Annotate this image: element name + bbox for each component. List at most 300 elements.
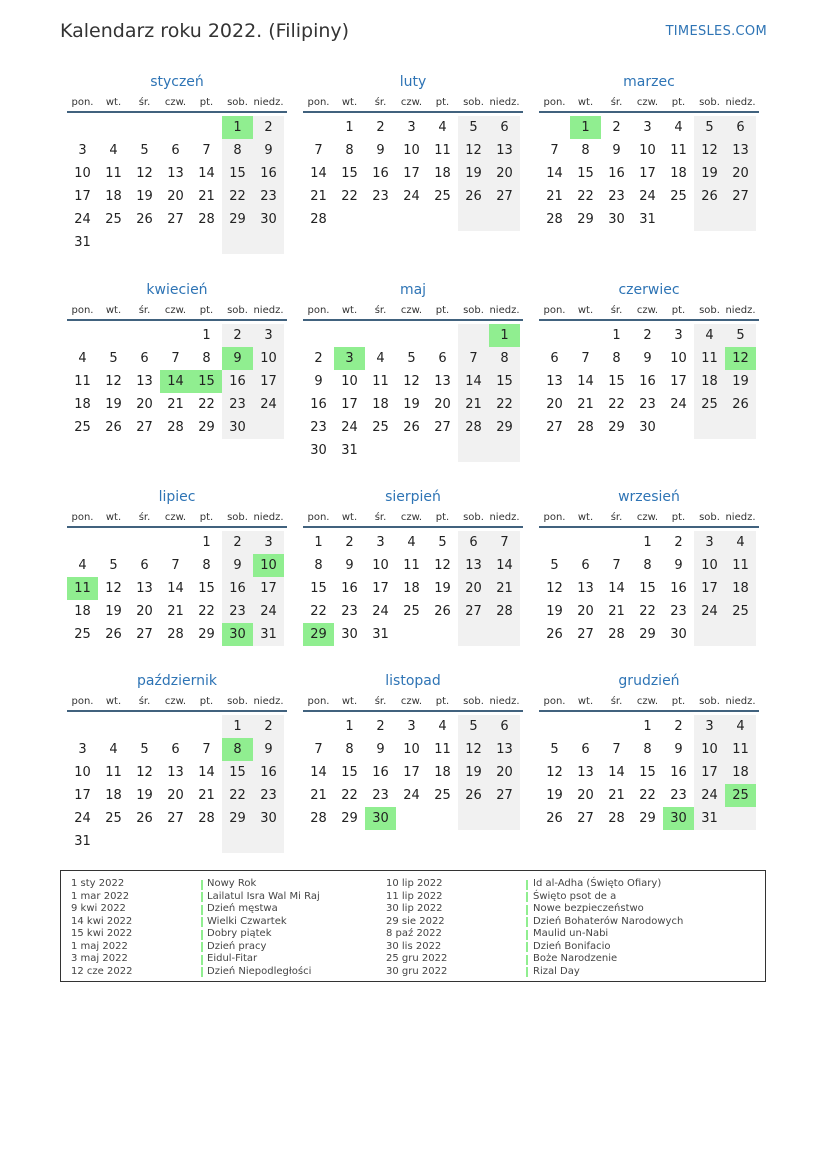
holiday-date: 1 mar 2022	[71, 890, 130, 902]
day-cell: 18	[670, 166, 687, 181]
weekday-header	[303, 95, 523, 113]
weekday-header	[303, 694, 523, 712]
weekday-label: czw.	[636, 97, 659, 108]
day-cell: 15	[310, 581, 327, 596]
empty-day-cell	[539, 324, 570, 347]
empty-day-cell	[98, 830, 129, 853]
day-cell: 20	[577, 788, 594, 803]
empty-day-cell	[694, 416, 725, 439]
day-cell: 22	[341, 788, 358, 803]
holiday-day-cell: 15	[191, 370, 222, 393]
day-cell: 25	[434, 189, 451, 204]
day-cell: 22	[639, 604, 656, 619]
day-cell: 25	[74, 627, 91, 642]
day-cell: 6	[489, 116, 520, 139]
weekday-label: niedz.	[489, 97, 520, 108]
day-cell: 10	[694, 738, 725, 761]
day-cell: 28	[167, 627, 184, 642]
holiday-marker	[526, 917, 528, 927]
day-cell: 23	[253, 784, 284, 807]
day-cell: 6	[725, 116, 756, 139]
day-cell: 20	[725, 162, 756, 185]
holiday-date: 1 sty 2022	[71, 878, 125, 889]
day-cell: 13	[577, 765, 594, 780]
day-cell: 14	[167, 581, 184, 596]
empty-day-cell	[694, 623, 725, 646]
day-cell: 24	[372, 604, 389, 619]
empty-day-cell	[365, 324, 396, 347]
day-cell: 28	[608, 627, 625, 642]
day-cell: 17	[403, 166, 420, 181]
month-4	[67, 280, 287, 439]
holiday-name: Wielki Czwartek	[207, 915, 287, 927]
day-cell: 7	[202, 143, 211, 158]
day-cell: 19	[546, 604, 563, 619]
empty-day-cell	[334, 324, 365, 347]
day-cell: 16	[253, 761, 284, 784]
day-cell: 19	[105, 397, 122, 412]
weekday-label: śr.	[138, 305, 151, 316]
empty-day-cell	[725, 623, 756, 646]
empty-day-cell	[601, 531, 632, 554]
holiday-day-cell: 1	[489, 324, 520, 347]
holiday-name: Id al-Adha (Święto Ofiary)	[533, 878, 662, 889]
day-cell: 14	[608, 765, 625, 780]
empty-day-cell	[396, 439, 427, 462]
day-cell: 21	[458, 393, 489, 416]
day-cell: 25	[670, 189, 687, 204]
day-cell: 11	[725, 738, 756, 761]
day-cell: 1	[643, 719, 652, 734]
day-cell: 4	[109, 742, 118, 757]
day-cell: 7	[314, 742, 323, 757]
empty-day-cell	[365, 439, 396, 462]
weekday-label: czw.	[164, 97, 187, 108]
day-cell: 30	[639, 420, 656, 435]
day-cell: 23	[222, 600, 253, 623]
day-cell: 14	[198, 765, 215, 780]
holiday-marker	[201, 880, 203, 890]
day-cell: 9	[253, 139, 284, 162]
day-cell: 17	[694, 577, 725, 600]
day-cell: 15	[608, 374, 625, 389]
holiday-date: 29 sie 2022	[386, 915, 445, 927]
empty-day-cell	[98, 231, 129, 254]
day-cell: 11	[74, 374, 91, 389]
holiday-day-cell: 12	[725, 347, 756, 370]
day-cell: 26	[105, 420, 122, 435]
day-cell: 20	[489, 162, 520, 185]
weekday-label: sob.	[699, 305, 720, 316]
weekday-label: sob.	[463, 305, 484, 316]
day-cell: 7	[612, 742, 621, 757]
day-cell: 2	[222, 324, 253, 347]
weekday-label: pon.	[543, 305, 566, 316]
day-cell: 13	[458, 554, 489, 577]
weekday-header	[539, 303, 759, 321]
day-cell: 5	[407, 351, 416, 366]
day-cell: 23	[253, 185, 284, 208]
day-cell: 27	[489, 185, 520, 208]
empty-day-cell	[160, 116, 191, 139]
day-cell: 22	[608, 397, 625, 412]
weekday-label: niedz.	[489, 696, 520, 707]
day-cell: 20	[577, 604, 594, 619]
weekday-label: pt.	[435, 696, 450, 707]
empty-day-cell	[98, 531, 129, 554]
weekday-label: śr.	[610, 305, 623, 316]
day-cell: 12	[403, 374, 420, 389]
empty-day-cell	[129, 324, 160, 347]
weekday-label: wt.	[105, 512, 122, 523]
day-cell: 28	[310, 811, 327, 826]
month-name: listopad	[385, 673, 441, 689]
empty-day-cell	[601, 715, 632, 738]
day-cell: 14	[608, 581, 625, 596]
day-cell: 8	[643, 558, 652, 573]
day-cell: 26	[105, 627, 122, 642]
day-cell: 22	[222, 784, 253, 807]
month-name: lipiec	[158, 489, 196, 505]
empty-day-cell	[303, 715, 334, 738]
day-cell: 19	[725, 370, 756, 393]
day-cell: 17	[639, 166, 656, 181]
weekday-label: sob.	[463, 512, 484, 523]
day-cell: 5	[140, 143, 149, 158]
day-cell: 23	[372, 189, 389, 204]
empty-day-cell	[539, 715, 570, 738]
day-cell: 4	[725, 531, 756, 554]
empty-day-cell	[98, 116, 129, 139]
days-grid	[303, 116, 523, 231]
day-cell: 12	[136, 765, 153, 780]
day-cell: 16	[639, 374, 656, 389]
weekday-label: pt.	[671, 97, 686, 108]
day-cell: 29	[198, 627, 215, 642]
day-cell: 18	[105, 788, 122, 803]
weekday-label: pt.	[199, 512, 214, 523]
day-cell: 2	[376, 120, 385, 135]
site-link[interactable]: TIMESLES.COM	[665, 24, 767, 39]
empty-day-cell	[129, 231, 160, 254]
days-grid	[67, 531, 287, 646]
holiday-name: Boże Narodzenie	[533, 953, 618, 964]
day-cell: 13	[136, 374, 153, 389]
day-cell: 14	[310, 765, 327, 780]
holiday-day-cell: 9	[222, 347, 253, 370]
day-cell: 24	[694, 600, 725, 623]
day-cell: 29	[577, 212, 594, 227]
holiday-date: 15 kwi 2022	[71, 928, 133, 939]
empty-day-cell	[725, 807, 756, 830]
day-cell: 1	[345, 120, 354, 135]
empty-day-cell	[129, 830, 160, 853]
day-cell: 21	[608, 788, 625, 803]
month-11	[303, 671, 523, 830]
weekday-label: sob.	[227, 512, 248, 523]
empty-day-cell	[303, 116, 334, 139]
day-cell: 22	[198, 397, 215, 412]
day-cell: 28	[310, 212, 327, 227]
weekday-header	[67, 510, 287, 528]
day-cell: 14	[458, 370, 489, 393]
empty-day-cell	[427, 208, 458, 231]
day-cell: 22	[222, 185, 253, 208]
day-cell: 13	[725, 139, 756, 162]
day-cell: 6	[438, 351, 447, 366]
day-cell: 5	[109, 351, 118, 366]
day-cell: 13	[434, 374, 451, 389]
holiday-name: Nowe bezpieczeństwo	[533, 903, 644, 914]
holiday-name: Dzień Niepodległości	[207, 965, 312, 977]
weekday-label: niedz.	[725, 512, 756, 523]
weekday-label: czw.	[164, 696, 187, 707]
weekday-label: sob.	[699, 97, 720, 108]
day-cell: 16	[222, 577, 253, 600]
holiday-date: 12 cze 2022	[71, 965, 133, 977]
day-cell: 20	[434, 397, 451, 412]
weekday-header	[67, 303, 287, 321]
holiday-date: 9 kwi 2022	[71, 903, 126, 914]
day-cell: 23	[222, 393, 253, 416]
weekday-header	[303, 303, 523, 321]
day-cell: 9	[253, 738, 284, 761]
day-cell: 25	[74, 420, 91, 435]
day-cell: 28	[546, 212, 563, 227]
day-cell: 18	[434, 166, 451, 181]
day-cell: 26	[546, 627, 563, 642]
weekday-label: niedz.	[725, 696, 756, 707]
day-cell: 2	[674, 719, 683, 734]
holiday-day-cell: 8	[222, 738, 253, 761]
day-cell: 24	[74, 212, 91, 227]
day-cell: 10	[639, 143, 656, 158]
day-cell: 29	[341, 811, 358, 826]
day-cell: 7	[612, 558, 621, 573]
day-cell: 1	[345, 719, 354, 734]
holiday-day-cell: 1	[570, 116, 601, 139]
day-cell: 11	[403, 558, 420, 573]
empty-day-cell	[458, 623, 489, 646]
day-cell: 21	[546, 189, 563, 204]
weekday-label: niedz.	[253, 512, 284, 523]
empty-day-cell	[539, 531, 570, 554]
day-cell: 17	[670, 374, 687, 389]
holiday-day-cell: 1	[222, 116, 253, 139]
day-cell: 10	[372, 558, 389, 573]
weekday-label: czw.	[636, 512, 659, 523]
empty-day-cell	[663, 416, 694, 439]
weekday-label: śr.	[610, 97, 623, 108]
month-name: marzec	[623, 74, 675, 90]
day-cell: 26	[546, 811, 563, 826]
day-cell: 15	[341, 166, 358, 181]
day-cell: 17	[74, 189, 91, 204]
month-name: luty	[399, 74, 427, 90]
holiday-name: Dzień pracy	[207, 940, 267, 952]
holiday-marker	[526, 892, 528, 902]
day-cell: 23	[372, 788, 389, 803]
day-cell: 19	[105, 604, 122, 619]
holiday-marker	[526, 955, 528, 965]
weekday-label: pt.	[199, 696, 214, 707]
day-cell: 11	[725, 554, 756, 577]
day-cell: 16	[608, 166, 625, 181]
empty-day-cell	[427, 807, 458, 830]
day-cell: 2	[253, 116, 284, 139]
empty-day-cell	[67, 324, 98, 347]
day-cell: 3	[376, 535, 385, 550]
empty-day-cell	[489, 807, 520, 830]
day-cell: 28	[167, 420, 184, 435]
holiday-marker	[201, 955, 203, 965]
weekday-label: wt.	[577, 305, 594, 316]
day-cell: 22	[489, 393, 520, 416]
weekday-label: niedz.	[725, 305, 756, 316]
weekday-label: śr.	[610, 696, 623, 707]
month-name: kwiecień	[146, 282, 208, 298]
day-cell: 7	[202, 742, 211, 757]
day-cell: 15	[489, 370, 520, 393]
day-cell: 8	[489, 347, 520, 370]
empty-day-cell	[129, 531, 160, 554]
day-cell: 28	[458, 416, 489, 439]
day-cell: 17	[74, 788, 91, 803]
day-cell: 7	[171, 351, 180, 366]
day-cell: 30	[253, 807, 284, 830]
empty-day-cell	[160, 324, 191, 347]
day-cell: 26	[458, 185, 489, 208]
weekday-label: niedz.	[489, 305, 520, 316]
weekday-label: pon.	[307, 512, 330, 523]
holiday-name: Dzień Bohaterów Narodowych	[533, 915, 684, 927]
day-cell: 27	[167, 212, 184, 227]
weekday-label: pon.	[307, 305, 330, 316]
holiday-date: 11 lip 2022	[386, 890, 443, 902]
day-cell: 24	[341, 420, 358, 435]
day-cell: 9	[674, 558, 683, 573]
day-cell: 3	[253, 324, 284, 347]
day-cell: 16	[222, 370, 253, 393]
holiday-date: 3 maj 2022	[71, 953, 128, 964]
day-cell: 16	[372, 166, 389, 181]
empty-day-cell	[489, 208, 520, 231]
holiday-day-cell: 30	[222, 623, 253, 646]
weekday-label: czw.	[400, 696, 423, 707]
day-cell: 7	[171, 558, 180, 573]
day-cell: 27	[136, 420, 153, 435]
empty-day-cell	[570, 715, 601, 738]
day-cell: 27	[458, 600, 489, 623]
day-cell: 3	[694, 531, 725, 554]
day-cell: 11	[434, 742, 451, 757]
empty-day-cell	[160, 231, 191, 254]
day-cell: 19	[458, 761, 489, 784]
days-grid	[539, 715, 759, 830]
day-cell: 22	[198, 604, 215, 619]
days-grid	[539, 116, 759, 231]
day-cell: 13	[546, 374, 563, 389]
day-cell: 25	[372, 420, 389, 435]
day-cell: 18	[434, 765, 451, 780]
holiday-marker	[201, 892, 203, 902]
holiday-day-cell: 30	[663, 807, 694, 830]
month-10	[67, 671, 287, 853]
day-cell: 6	[581, 558, 590, 573]
holiday-name: Dzień męstwa	[207, 903, 278, 914]
weekday-label: niedz.	[725, 97, 756, 108]
weekday-label: pt.	[199, 305, 214, 316]
day-cell: 3	[253, 531, 284, 554]
day-cell: 24	[403, 788, 420, 803]
day-cell: 19	[694, 162, 725, 185]
day-cell: 18	[74, 604, 91, 619]
day-cell: 15	[639, 581, 656, 596]
holiday-marker	[526, 880, 528, 890]
weekday-header	[303, 510, 523, 528]
weekday-label: pt.	[671, 512, 686, 523]
holiday-name: Lailatul Isra Wal Mi Raj	[207, 890, 320, 902]
holiday-date: 10 lip 2022	[386, 878, 443, 889]
day-cell: 9	[643, 351, 652, 366]
day-cell: 2	[643, 328, 652, 343]
day-cell: 6	[581, 742, 590, 757]
month-name: sierpień	[385, 489, 441, 505]
empty-day-cell	[489, 623, 520, 646]
day-cell: 9	[376, 742, 385, 757]
day-cell: 30	[341, 627, 358, 642]
day-cell: 28	[489, 600, 520, 623]
day-cell: 7	[489, 531, 520, 554]
days-grid	[539, 324, 759, 439]
days-grid	[303, 324, 523, 462]
day-cell: 21	[198, 189, 215, 204]
day-cell: 9	[222, 554, 253, 577]
days-grid	[67, 116, 287, 254]
day-cell: 4	[78, 351, 87, 366]
weekday-header	[539, 694, 759, 712]
page-title: Kalendarz roku 2022. (Filipiny)	[60, 20, 350, 42]
day-cell: 29	[639, 811, 656, 826]
weekday-label: pt.	[199, 97, 214, 108]
day-cell: 21	[608, 604, 625, 619]
day-cell: 17	[403, 765, 420, 780]
day-cell: 28	[577, 420, 594, 435]
weekday-label: pon.	[71, 512, 94, 523]
holiday-marker	[526, 930, 528, 940]
day-cell: 29	[222, 807, 253, 830]
day-cell: 8	[643, 742, 652, 757]
day-cell: 12	[546, 765, 563, 780]
holiday-date: 14 kwi 2022	[71, 915, 133, 927]
holiday-marker	[201, 905, 203, 915]
day-cell: 12	[105, 581, 122, 596]
weekday-label: pt.	[671, 305, 686, 316]
weekday-label: pon.	[71, 97, 94, 108]
day-cell: 10	[403, 742, 420, 757]
weekday-label: pon.	[307, 696, 330, 707]
day-cell: 5	[109, 558, 118, 573]
empty-day-cell	[129, 715, 160, 738]
weekday-label: niedz.	[253, 97, 284, 108]
empty-day-cell	[67, 715, 98, 738]
day-cell: 9	[612, 143, 621, 158]
weekday-label: wt.	[105, 97, 122, 108]
day-cell: 10	[74, 166, 91, 181]
day-cell: 17	[253, 370, 284, 393]
day-cell: 27	[577, 627, 594, 642]
empty-day-cell	[222, 231, 253, 254]
